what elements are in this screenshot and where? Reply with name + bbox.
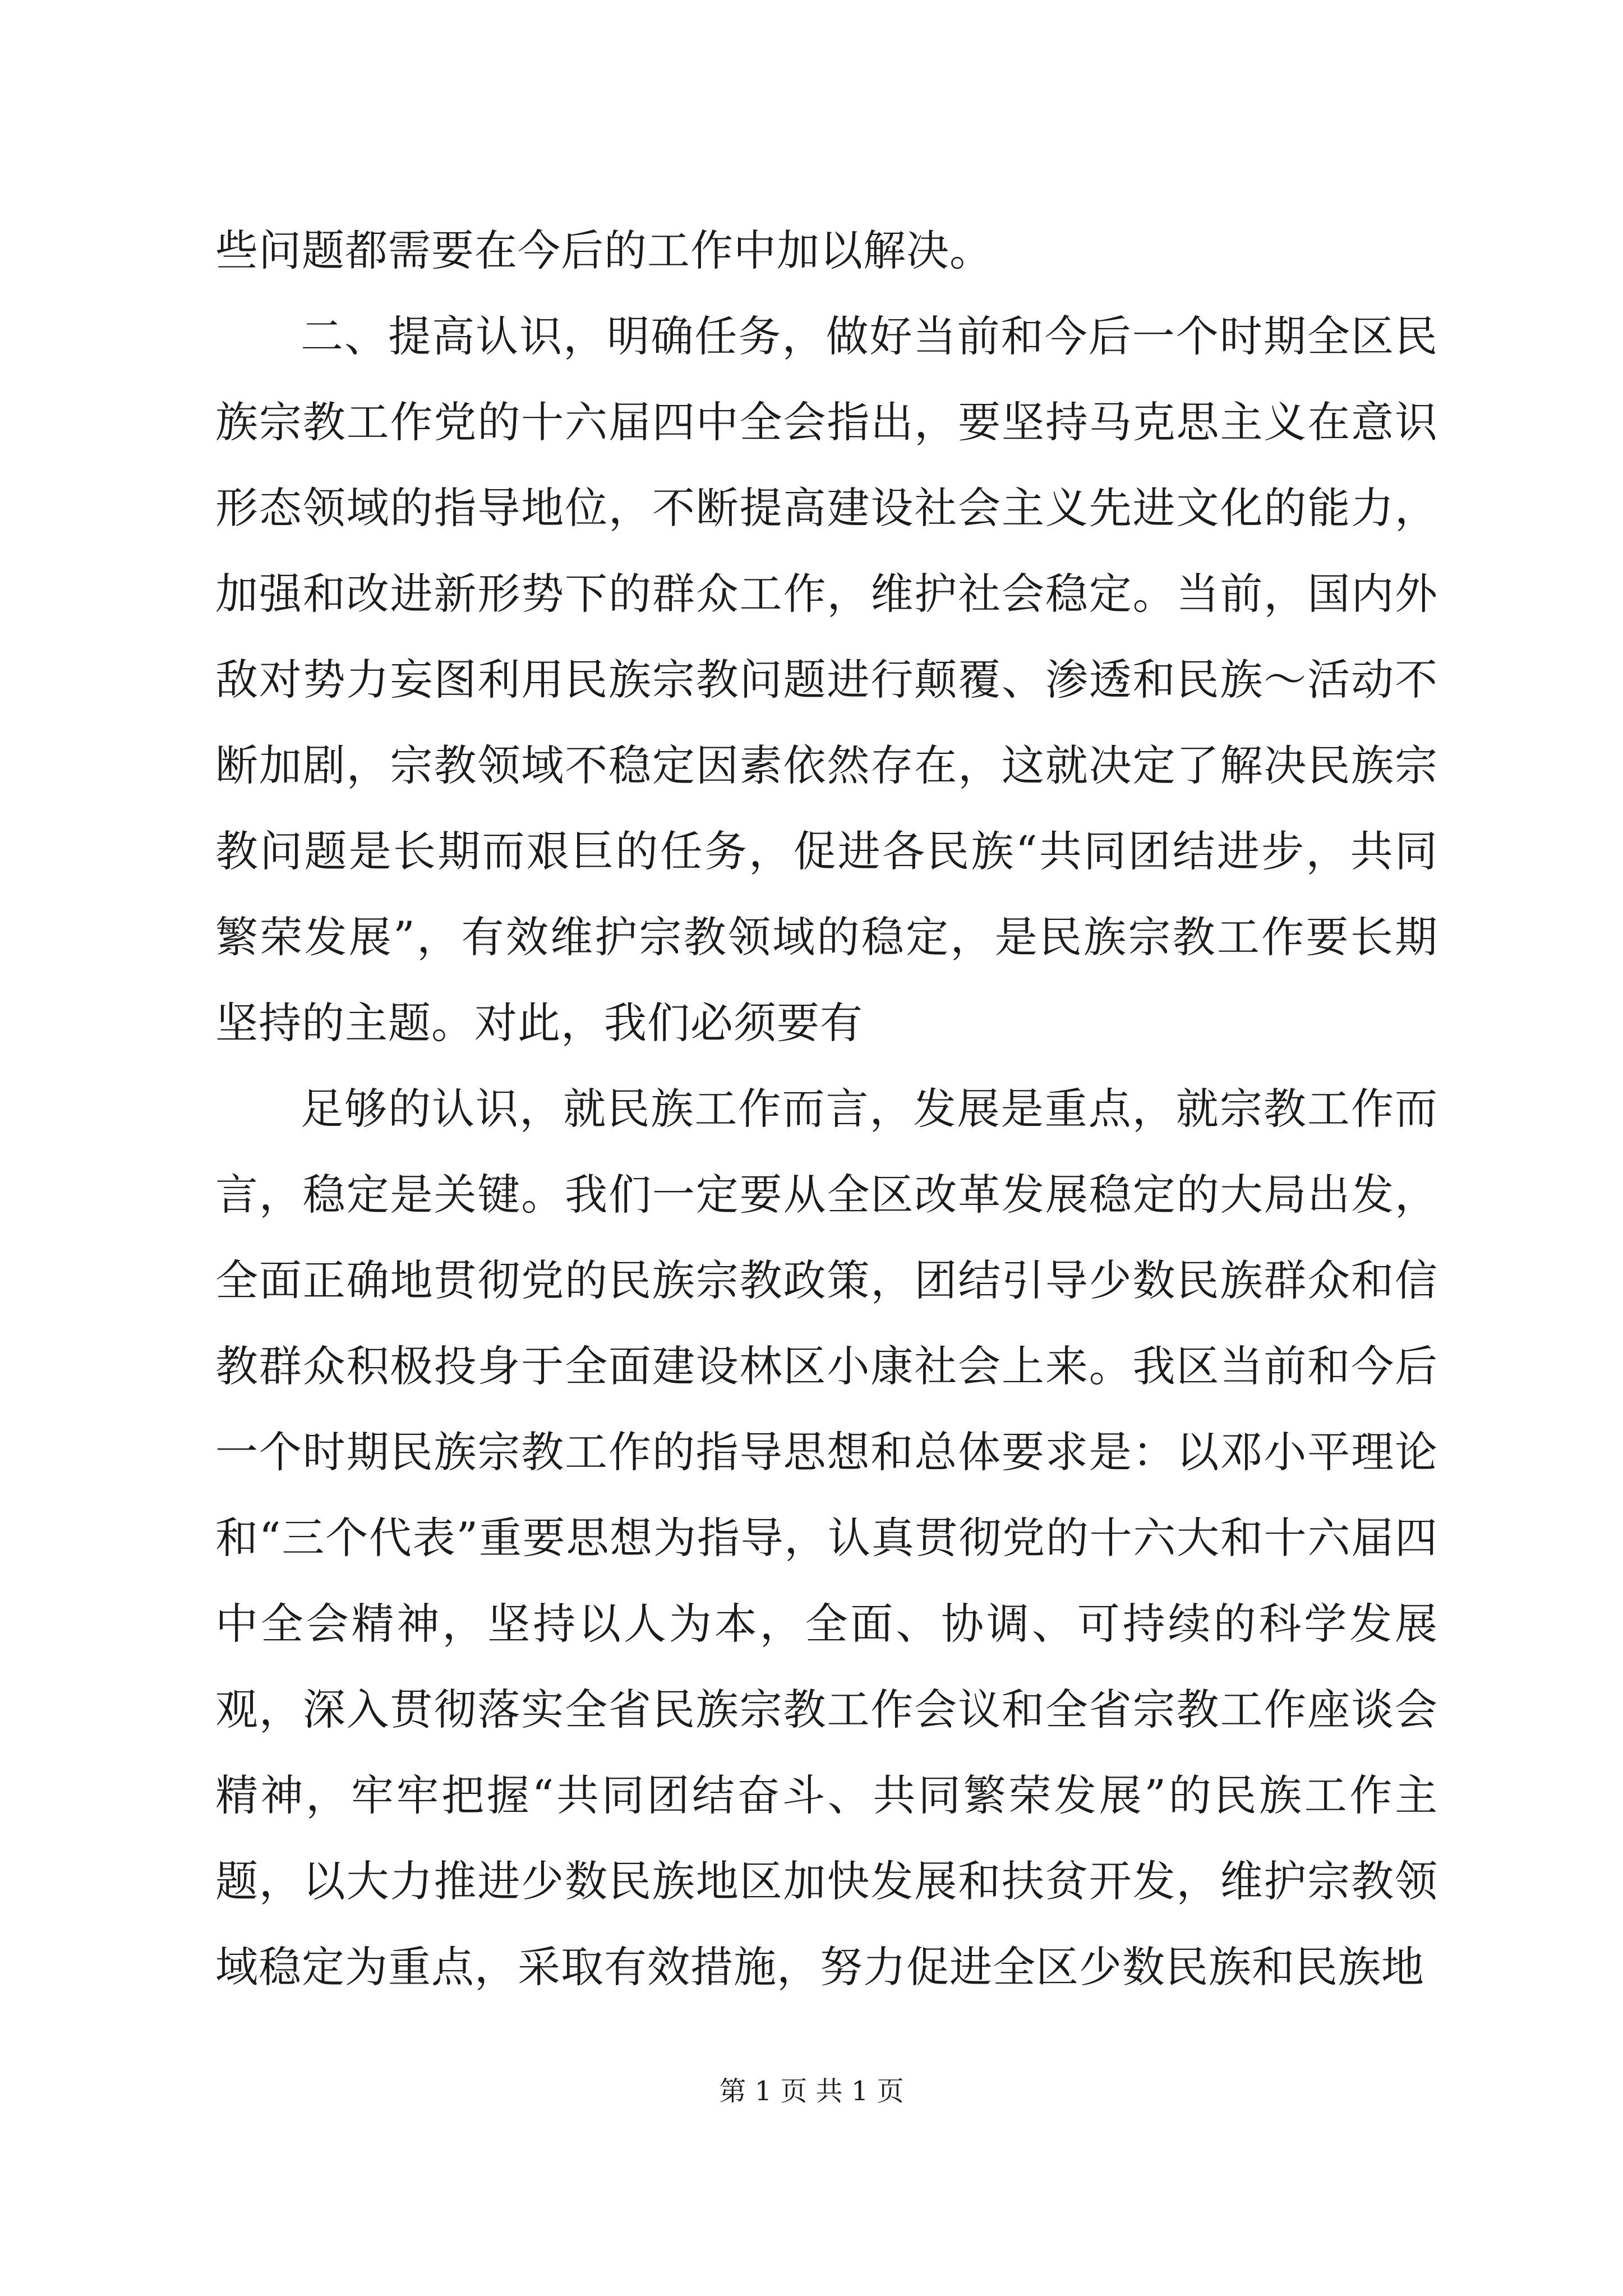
paragraph-section-two: 二、提高认识，明确任务，做好当前和今后一个时期全区民族宗教工作党的十六届四中全会指出，要坚持马克思主义在意识形态领域的指导地位，不断提高建设社会主义先进文化的能力，加强和改进新形势下的群众工作，维护社会稳定。当前，国内外敌对势力妄图利用民族宗教问题进行颠覆、渗透和民族～活动不断加剧，宗教领域不稳定因素依然存在，这就决定了解决民族宗教问题是长期而艰巨的任务，促进各民族“共同团结进步，共同繁荣发展”，有效维护宗教领域的稳定，是民族宗教工作要长期坚持的主题。对此，我们必须要有 <box>215 311 1438 1048</box>
document-body <box>215 208 1438 2010</box>
page-footer: 第 1 页 共 1 页 <box>719 2076 904 2107</box>
paragraph-guiding-ideology: 足够的认识，就民族工作而言，发展是重点，就宗教工作而言，稳定是关键。我们一定要从全区改革发展稳定的大局出发，全面正确地贯彻党的民族宗教政策，团结引导少数民族群众和信教群众积极投身于全面建设林区小康社会上来。我区当前和今后一个时期民族宗教工作的指导思想和总体要求是：以邓小平理论和“三个代表”重要思想为指导，认真贯彻党的十六大和十六届四中全会精神，坚持以人为本，全面、协调、可持续的科学发展观，深入贯彻落实全省民族宗教工作会议和全省宗教工作座谈会精神，牢牢把握“共同团结奋斗、共同繁荣发展”的民族工作主题，以大力推进少数民族地区加快发展和扶贫开发，维护宗教领域稳定为重点，采取有效措施，努力促进全区少数民族和民族地 <box>215 1084 1438 1992</box>
paragraph-continuation: 些问题都需要在今后的工作中加以解决。 <box>215 226 993 275</box>
